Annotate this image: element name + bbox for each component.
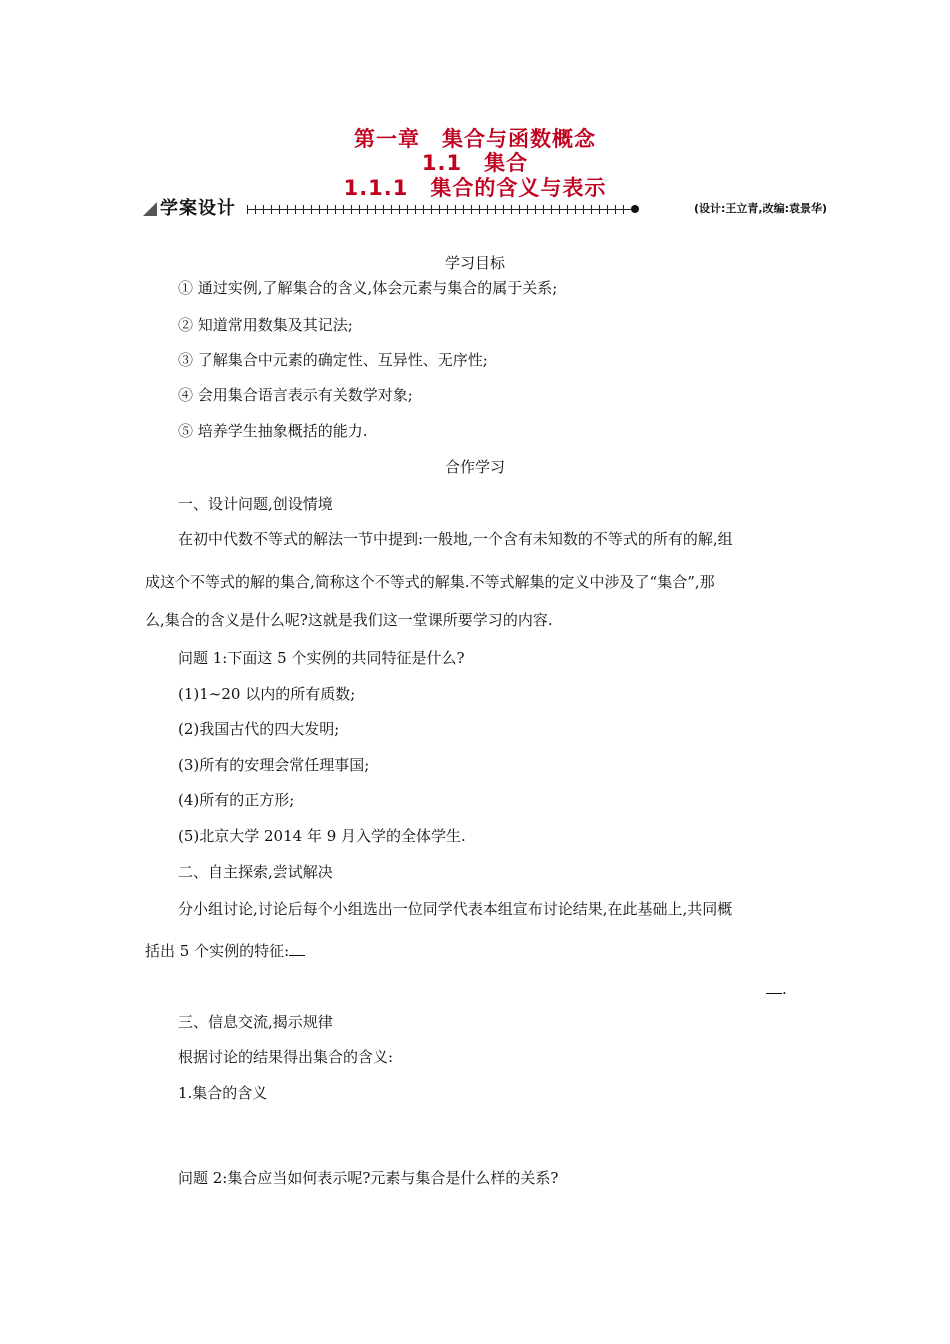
blank-period: . [782, 980, 787, 998]
part1-line: 么,集合的含义是什么呢?这就是我们这一堂课所要学习的内容. [145, 611, 553, 629]
subsection-title: 1.1.1 集合的含义与表示 [343, 176, 607, 200]
chapter-title: 第一章 集合与函数概念 [354, 127, 596, 151]
part3-title: 三、信息交流,揭示规律 [178, 1013, 333, 1031]
coop-heading: 合作学习 [444, 458, 505, 476]
banner-dot-icon [631, 205, 639, 213]
part3-intro: 根据讨论的结果得出集合的含义: [178, 1048, 394, 1066]
banner-label: 学案设计 [160, 198, 236, 219]
goals-heading: 学习目标 [444, 254, 505, 272]
answer-blank[interactable] [289, 941, 305, 956]
example-item: (1)1~20 以内的所有质数; [178, 685, 356, 703]
goal-item: ① 通过实例,了解集合的含义,体会元素与集合的属于关系; [178, 279, 558, 297]
part2-line-with-blank [145, 941, 305, 961]
banner-credit: (设计:王立青,改编:袁景华) [693, 202, 827, 215]
part2-title: 二、自主探索,尝试解决 [178, 863, 333, 881]
part2-line: 括出 5 个实例的特征: [145, 942, 290, 960]
part1-line: 在初中代数不等式的解法一节中提到:一般地,一个含有未知数的不等式的所有的解,组 [178, 530, 733, 548]
part2-line: 分小组讨论,讨论后每个小组选出一位同学代表本组宣布讨论结果,在此基础上,共同概 [178, 900, 733, 918]
answer-blank-end [766, 979, 787, 999]
example-item: (4)所有的正方形; [178, 791, 295, 809]
goal-item: ③ 了解集合中元素的确定性、互异性、无序性; [178, 351, 488, 369]
example-item: (5)北京大学 2014 年 9 月入学的全体学生. [178, 827, 466, 845]
answer-blank-continued[interactable] [766, 979, 782, 994]
triangle-marker-icon [143, 202, 157, 216]
part3-item: 1.集合的含义 [178, 1084, 268, 1102]
goal-item: ② 知道常用数集及其记法; [178, 316, 353, 334]
question-2: 问题 2:集合应当如何表示呢?元素与集合是什么样的关系? [178, 1169, 559, 1187]
goal-item: ⑤ 培养学生抽象概括的能力. [178, 422, 368, 440]
section-banner [143, 198, 827, 222]
part1-line: 成这个不等式的解的集合,简称这个不等式的解集.不等式解集的定义中涉及了“集合”,那 [145, 573, 715, 591]
goal-item: ④ 会用集合语言表示有关数学对象; [178, 386, 413, 404]
section-title: 1.1 集合 [421, 151, 529, 175]
question-1: 问题 1:下面这 5 个实例的共同特征是什么? [178, 649, 465, 667]
part1-title: 一、设计问题,创设情境 [178, 495, 333, 513]
example-item: (2)我国古代的四大发明; [178, 720, 340, 738]
example-item: (3)所有的安理会常任理事国; [178, 756, 370, 774]
banner-ticks [247, 205, 631, 214]
